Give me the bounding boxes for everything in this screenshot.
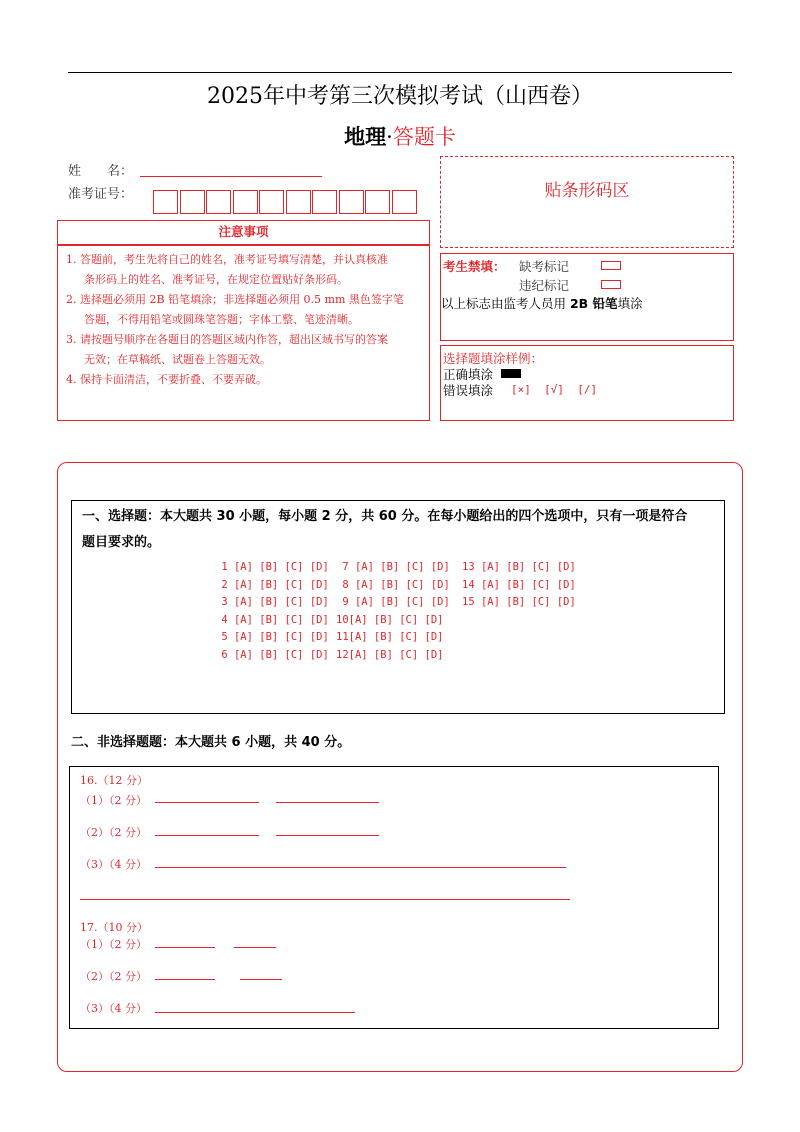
mc-column-3 — [462, 559, 576, 612]
barcode-label: 贴条形码区 — [544, 181, 630, 201]
name-field[interactable] — [140, 176, 322, 177]
forbidden-label: 考生禁填： — [443, 259, 506, 274]
note-line: 2. 选择题必须用 2B 铅笔填涂；非选择题必须用 0.5 mm 黑色签字笔 — [66, 293, 404, 306]
mc-question-row[interactable]: 12[A] [B] [C] [D] — [336, 648, 444, 661]
forbidden-note-pre: 以上标志由监考人员用 — [441, 296, 570, 311]
barcode-area — [440, 156, 734, 248]
exam-title: 2025年中考第三次模拟考试（山西卷） — [207, 84, 593, 109]
id-digit-box[interactable] — [259, 190, 284, 214]
q16-part3-answer-line2[interactable] — [80, 899, 570, 900]
violation-mark-box[interactable] — [601, 280, 621, 289]
forbidden-note-bold: 2B 铅笔 — [569, 296, 618, 311]
mc-question-row[interactable]: 4 [A] [B] [C] [D] — [215, 613, 329, 626]
correct-fill-label: 正确填涂 — [443, 367, 494, 382]
mc-title-line2: 题目要求的。 — [82, 535, 161, 550]
subtitle-dot: · — [386, 125, 393, 149]
q16-part2-answer-a[interactable] — [155, 835, 259, 836]
mc-question-row[interactable]: 1 [A] [B] [C] [D] — [215, 561, 329, 573]
notes-heading: 注意事项 — [218, 224, 269, 239]
correct-fill-sample — [501, 369, 521, 378]
forbidden-box — [440, 253, 734, 341]
open-section-box — [69, 766, 719, 1029]
sample-heading: 选择题填涂样例： — [443, 351, 544, 366]
note-line: 1. 答题前，考生先将自己的姓名，准考证号填写清楚，并认真核准 — [66, 253, 388, 266]
q16-part1-answer-a[interactable] — [155, 802, 259, 803]
note-line: 3. 请按题号顺序在各题目的答题区域内作答，超出区域书写的答案 — [66, 333, 388, 346]
q17-part2-label: （2）（2 分） — [80, 970, 147, 983]
note-line: 无效；在草稿纸、试题卷上答题无效。 — [84, 353, 271, 366]
mc-question-row[interactable]: 3 [A] [B] [C] [D] — [215, 596, 329, 609]
id-digit-box[interactable] — [286, 190, 311, 214]
q17-part3-answer[interactable] — [155, 1012, 355, 1013]
violation-mark-label: 违纪标记 — [519, 278, 570, 293]
q16-heading: 16.（12 分） — [80, 774, 148, 787]
mc-column-1 — [215, 559, 329, 665]
mc-question-row[interactable]: 13 [A] [B] [C] [D] — [462, 561, 576, 573]
q17-part1-answer-b[interactable] — [234, 947, 276, 948]
absent-mark-box[interactable] — [601, 261, 621, 270]
q16-part1-label: （1）（2 分） — [80, 794, 147, 807]
mc-column-2 — [336, 559, 450, 665]
subject-name: 地理 — [344, 125, 387, 149]
id-digit-box[interactable] — [365, 190, 390, 214]
mc-question-row[interactable]: 11[A] [B] [C] [D] — [336, 631, 444, 644]
id-digit-box[interactable] — [206, 190, 231, 214]
id-digit-box[interactable] — [392, 190, 417, 214]
q17-heading: 17.（10 分） — [80, 921, 148, 934]
mc-title-line1: 一、选择题：本大题共 30 小题，每小题 2 分，共 60 分。在每小题给出的四个选项中，只有一项是符合 — [82, 509, 688, 524]
mc-question-row[interactable]: 15 [A] [B] [C] [D] — [462, 596, 576, 609]
mc-question-row[interactable]: 2 [A] [B] [C] [D] — [215, 578, 329, 591]
q16-part3-answer-line1[interactable] — [155, 867, 566, 868]
q16-part2-answer-b[interactable] — [276, 835, 379, 836]
mc-question-row[interactable]: 9 [A] [B] [C] [D] — [336, 596, 450, 609]
mc-question-row[interactable]: 6 [A] [B] [C] [D] — [215, 648, 329, 661]
open-section-title: 二、非选择题题：本大题共 6 小题，共 40 分。 — [71, 735, 351, 750]
top-rule — [68, 72, 732, 73]
notes-box — [57, 245, 430, 421]
q16-part1-answer-b[interactable] — [276, 802, 379, 803]
q17-part2-answer-a[interactable] — [155, 979, 215, 980]
id-digit-box[interactable] — [233, 190, 258, 214]
card-subtitle — [0, 121, 800, 151]
q16-part3-label: （3）（4 分） — [80, 858, 147, 871]
mc-question-row[interactable]: 8 [A] [B] [C] [D] — [336, 578, 450, 591]
id-digit-box[interactable] — [153, 190, 178, 214]
note-line: 答题，不得用铅笔或圆珠笔答题；字体工整、笔迹清晰。 — [84, 313, 359, 326]
mc-question-row[interactable]: 7 [A] [B] [C] [D] — [336, 561, 450, 573]
notes-heading-box — [57, 220, 430, 245]
note-line: 4. 保持卡面清洁，不要折叠、不要弄破。 — [66, 373, 267, 386]
absent-mark-label: 缺考标记 — [519, 259, 570, 274]
id-digit-box[interactable] — [339, 190, 364, 214]
mc-question-row[interactable]: 10[A] [B] [C] [D] — [336, 613, 444, 626]
q17-part3-label: （3）（4 分） — [80, 1002, 147, 1015]
q17-part2-answer-b[interactable] — [240, 979, 282, 980]
q17-part1-label: （1）（2 分） — [80, 938, 147, 951]
mc-question-row[interactable]: 14 [A] [B] [C] [D] — [462, 578, 576, 591]
forbidden-note-post: 填涂 — [617, 296, 643, 311]
id-label: 准考证号： — [68, 187, 134, 202]
id-digit-box[interactable] — [180, 190, 205, 214]
id-digit-box[interactable] — [312, 190, 337, 214]
forbidden-note — [441, 294, 643, 312]
wrong-fill-samples: [×] [√] [/] — [511, 383, 598, 396]
name-label: 姓 名： — [68, 164, 134, 179]
card-label: 答题卡 — [392, 125, 456, 149]
mc-question-row[interactable]: 5 [A] [B] [C] [D] — [215, 631, 329, 644]
sample-box — [440, 345, 734, 421]
note-line: 条形码上的姓名、准考证号，在规定位置贴好条形码。 — [84, 273, 348, 286]
mc-section-box — [71, 500, 725, 714]
wrong-fill-label: 错误填涂 — [443, 383, 494, 398]
q17-part1-answer-a[interactable] — [155, 947, 215, 948]
q16-part2-label: （2）（2 分） — [80, 826, 147, 839]
